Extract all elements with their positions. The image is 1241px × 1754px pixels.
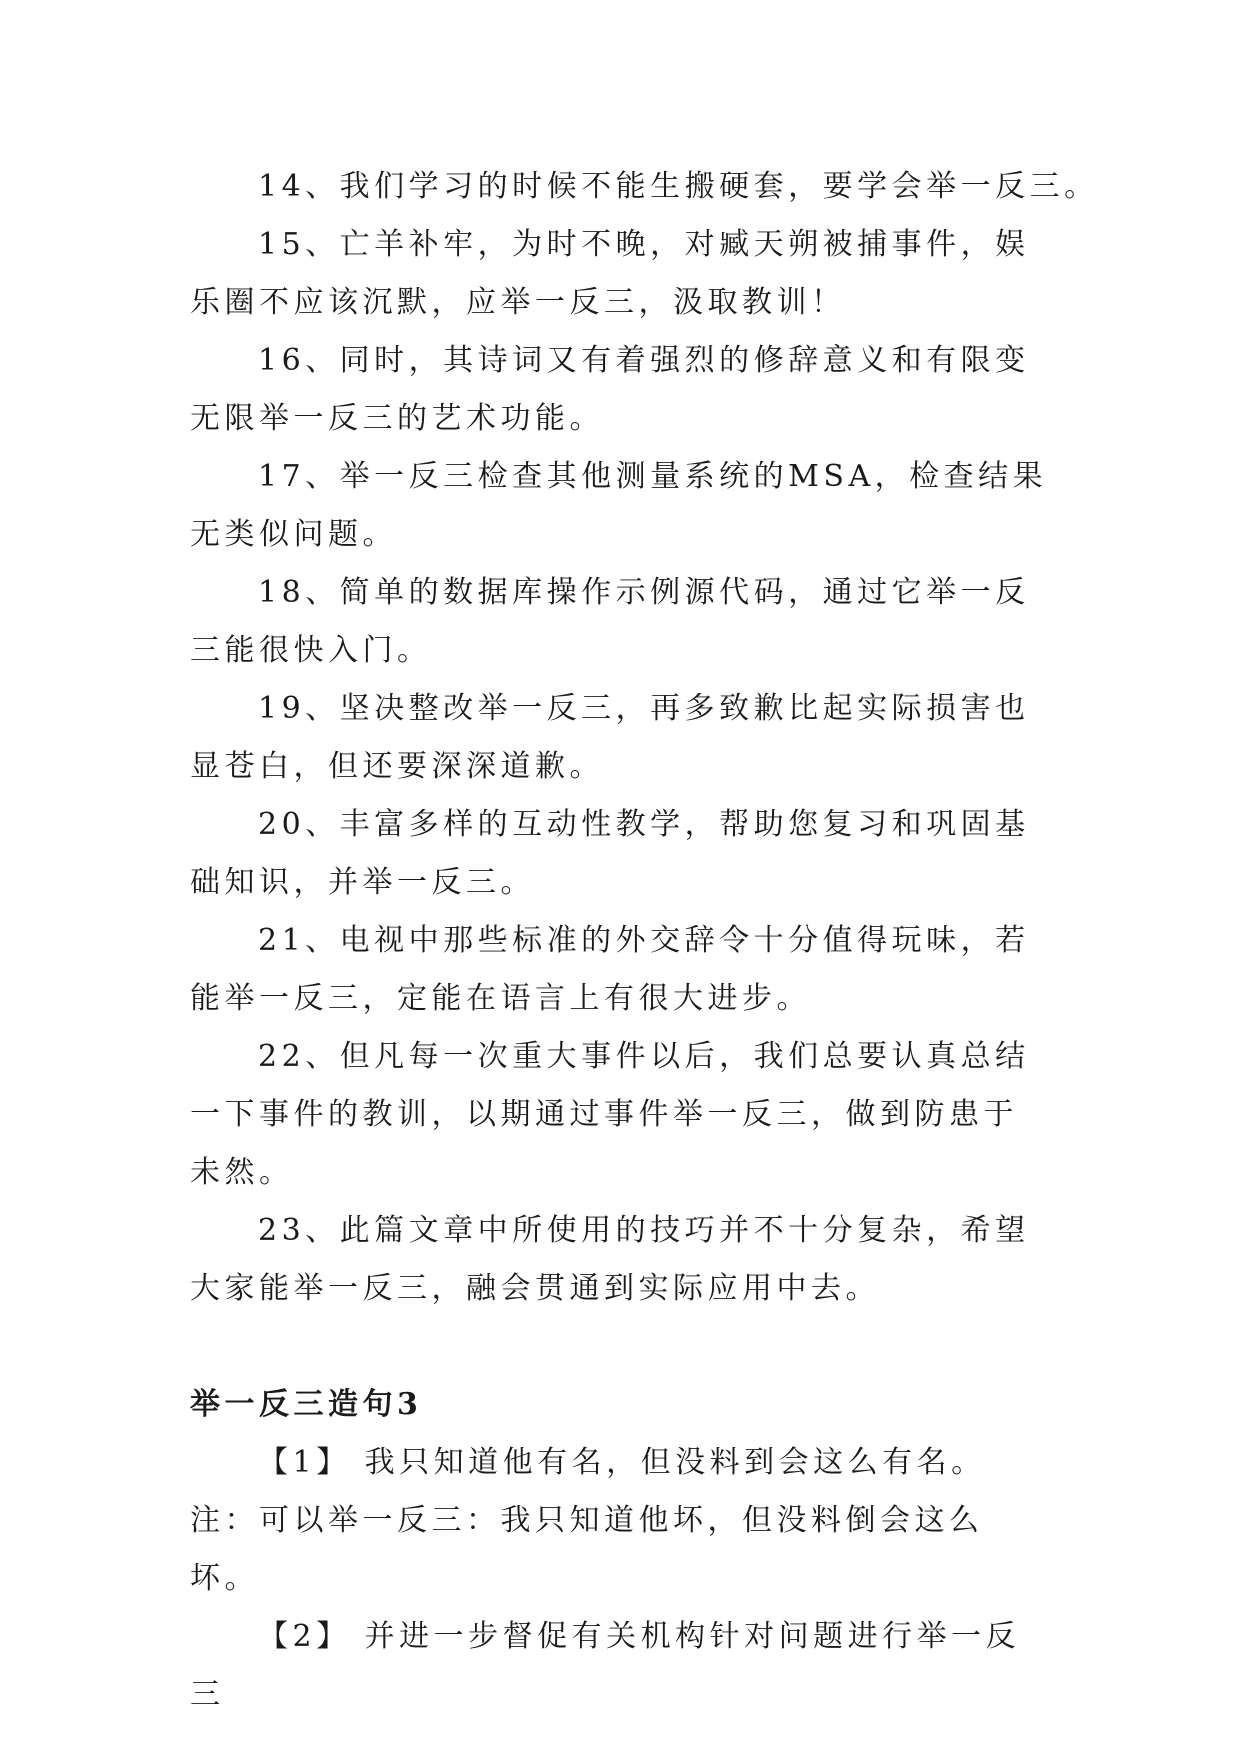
- example-1: 【1】 我只知道他有名，但没料到会这么有名。注：可以举一反三：我只知道他坏，但没料倒会这么坏。: [190, 1445, 986, 1596]
- sentence-20: 20、丰富多样的互动性教学，帮助您复习和巩固基础知识，并举一反三。: [190, 807, 1030, 900]
- sentence-19: 19、坚决整改举一反三，再多致歉比起实际损害也显苍白，但还要深深道歉。: [190, 691, 1030, 784]
- example-2: 【2】 并进一步督促有关机构针对问题进行举一反三: [190, 1619, 1021, 1712]
- document-body: [190, 158, 1099, 1724]
- sentence-17: 17、举一反三检查其他测量系统的MSA，检查结果无类似问题。: [190, 459, 1048, 552]
- sentence-16: 16、同时，其诗词又有着强烈的修辞意义和有限变无限举一反三的艺术功能。: [190, 343, 1030, 436]
- sentence-14: 14、我们学习的时候不能生搬硬套，要学会举一反三。: [258, 169, 1099, 204]
- sentence-22: 22、但凡每一次重大事件以后，我们总要认真总结一下事件的教训，以期通过事件举一反三，做到防患于未然。: [190, 1039, 1030, 1190]
- sentence-15: 15、亡羊补牢，为时不晚，对臧天朔被捕事件，娱乐圈不应该沉默，应举一反三，汲取教训！: [190, 227, 1030, 320]
- section-heading: 举一反三造句3: [190, 1387, 423, 1422]
- sentence-18: 18、简单的数据库操作示例源代码，通过它举一反三能很快入门。: [190, 575, 1030, 668]
- sentence-21: 21、电视中那些标准的外交辞令十分值得玩味，若能举一反三，定能在语言上有很大进步。: [190, 923, 1030, 1016]
- sentence-23: 23、此篇文章中所使用的技巧并不十分复杂，希望大家能举一反三，融会贯通到实际应用中去。: [190, 1213, 1030, 1306]
